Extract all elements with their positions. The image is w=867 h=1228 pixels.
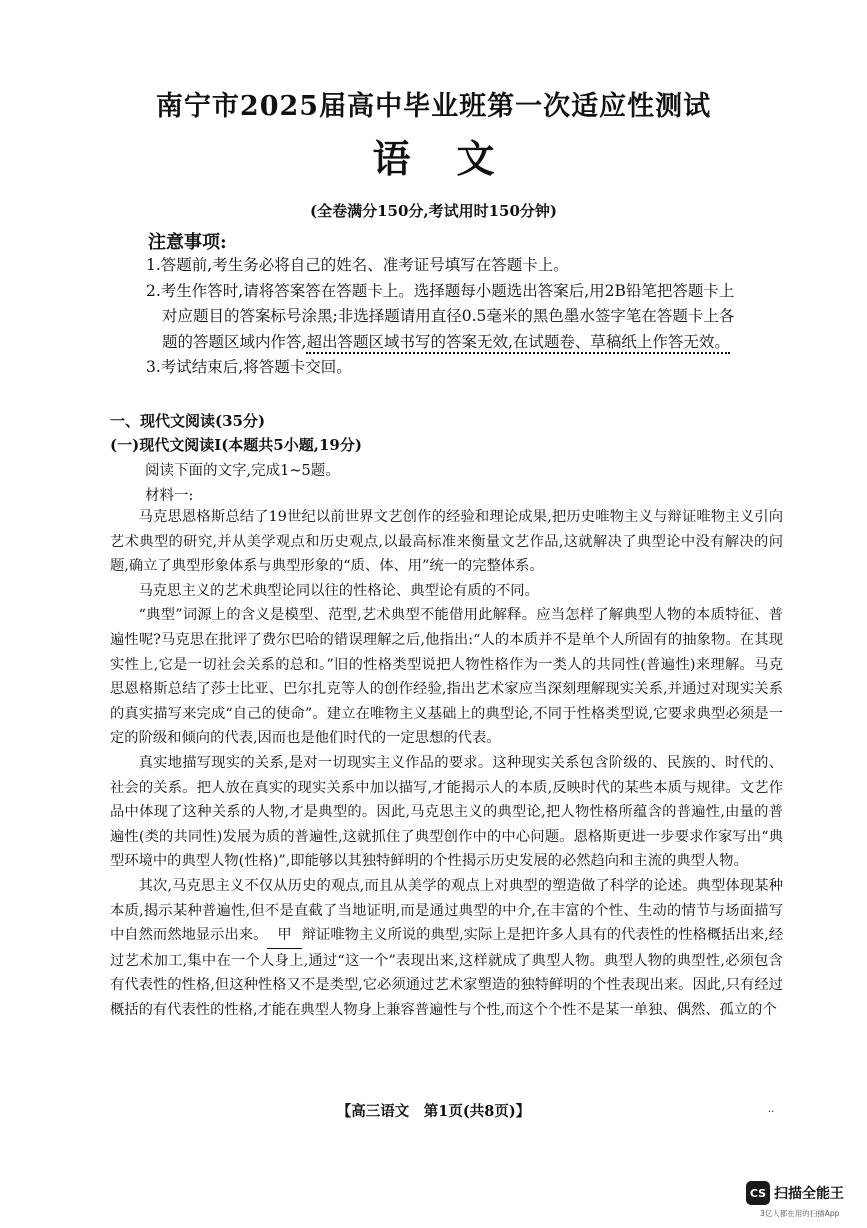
notice-text: 对应题目的答案标号涂黑;非选择题请用直径0.5毫米的黑色墨水签字笔在答题卡上各 [162, 307, 735, 325]
notice-number: 1. [146, 256, 161, 274]
page-footer: 【高三语文 第1页(共8页)】 [336, 1103, 531, 1120]
passage-paragraph [110, 874, 783, 1023]
camscanner-logo-icon: CS [746, 1181, 770, 1205]
passage-paragraph: 马克思主义的艺术典型论同以往的性格论、典型论有质的不同。 [138, 582, 539, 599]
notice-item-1 [146, 253, 796, 279]
passage-text: 辩证唯物主义所说的典型,实际上是把许多人具有的代表性的性格概括出来,经过艺术加工,集中在一个人身上,通过“这一个”表现出来,这样就成了典型人物。典型人物的典型性,必须包含有代表性的性格,但这种性格又不是类型,它必须通过艺术家塑造的独特鲜明的个性表现出来。因此,只有经过概括的有代表性的性格,才能在典型人物身上兼容普遍性与个性,而这个个性不是某一单独、偶然、孤立的个 [110, 927, 784, 1018]
notice-number: 3. [146, 358, 161, 376]
notice-item-3 [146, 355, 796, 381]
notice-item-2-line2 [146, 304, 796, 330]
reading-passage [110, 505, 783, 1022]
scanner-watermark [746, 1180, 856, 1206]
notice-emphasis: 超出答题区域书写的答案无效,在试题卷、草稿纸上作答无效。 [306, 333, 729, 354]
notice-number: 2. [146, 281, 161, 300]
passage-text: 其次,马克思主义不仅从历史的观点,而且从美学的观点上对典型的塑造做了科学的论述。典型体现某种本质,揭示某种普遍性,但不是直截了当地证明,而是通过典型的中介,在丰富的个性、生动的情节与场面描写中自然而然地显示出来。 [110, 877, 783, 944]
notice-list [146, 253, 796, 381]
subsection-heading: (一)现代文阅读Ⅰ(本题共5小题,19分) [110, 436, 362, 454]
fill-blank: 甲 [267, 923, 301, 949]
notice-title: 注意事项: [148, 232, 227, 253]
notice-text: 考试结束后,将答题卡交回。 [160, 358, 352, 376]
section-heading: 一、现代文阅读(35分) [110, 412, 266, 430]
notice-text: 考生作答时,请将答案答在答题卡上。选择题每小题选出答案后,用2B铅笔把答题卡上 [160, 281, 735, 300]
material-label: 材料一: [145, 488, 194, 504]
notice-text: 答题前,考生务必将自己的姓名、准考证号填写在答题卡上。 [160, 256, 569, 274]
notice-item-2-line3 [146, 330, 796, 356]
notice-text: 题的答题区域内作答, [162, 332, 307, 351]
passage-paragraph: 马克思恩格斯总结了19世纪以前世界文艺创作的经验和理论成果,把历史唯物主义与辩证唯物主义引向艺术典型的研究,并从美学观点和历史观点,以最高标准来衡量文艺作品,这就解决了典型论中没有解决的问题,确立了典型形象体系与典型形象的“质、体、用”统一的完整体系。 [110, 509, 783, 575]
watermark-tagline: 3亿人都在用的扫描App [760, 1209, 840, 1218]
passage-paragraph: “典型”词源上的含义是模型、范型,艺术典型不能借用此解释。应当怎样了解典型人物的本质特征、普遍性呢?马克思在批评了费尔巴哈的错误理解之后,他指出:“人的本质并不是单个人所固有的抽象物。在其现实性上,它是一切社会关系的总和。”旧的性格类型说把人物性格作为一类人的共同性(普遍性)来理解。马克思恩格斯总结了莎士比亚、巴尔扎克等人的创作经验,指出艺术家应当深刻理解现实关系,并通过对现实关系的真实描写来完成“自己的使命”。建立在唯物主义基础上的典型论,不同于性格类型说,它要求典型必须是一定的阶级和倾向的代表,因而也是他们时代的一定思想的代表。 [110, 607, 783, 747]
footer-dots: .. [768, 1104, 775, 1115]
notice-item-2 [146, 279, 796, 305]
score-note: (全卷满分150分,考试用时150分钟) [309, 202, 558, 220]
passage-paragraph: 真实地描写现实的关系,是对一切现实主义作品的要求。这种现实关系包含阶级的、民族的、时代的、社会的关系。把人放在真实的现实关系中加以描写,才能揭示人的本质,反映时代的某些本质与规律。文艺作品中体现了这种关系的人物,才是典型的。因此,马克思主义的典型论,把人物性格所蕴含的普遍性,由量的普遍性(类的共同性)发展为质的普遍性,这就抓住了典型创作中的中心问题。恩格斯更进一步要求作家写出“典型环境中的典型人物(性格)”,即能够以其独特鲜明的个性揭示历史发展的必然趋向和主流的典型人物。 [110, 754, 783, 870]
watermark-name: 扫描全能王 [774, 1186, 844, 1202]
reading-instruction: 阅读下面的文字,完成1~5题。 [145, 463, 340, 479]
exam-title: 南宁市2025届高中毕业班第一次适应性测试 [155, 91, 712, 122]
subject-title: 语文 [372, 136, 541, 181]
